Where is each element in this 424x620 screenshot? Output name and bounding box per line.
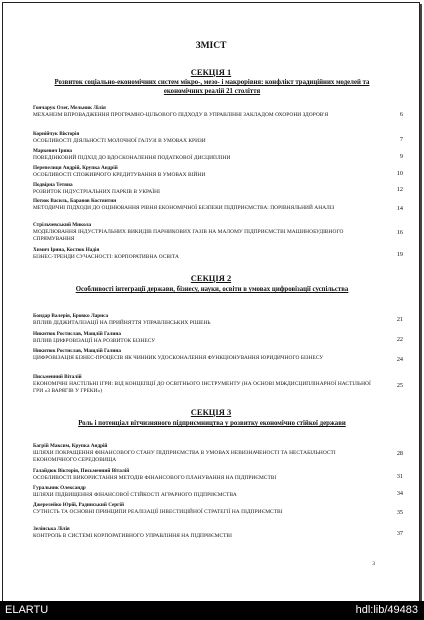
entry-title: ПОВЕДІНКОВИЙ ПІДХІД ДО ВДОСКОНАЛЕННЯ ПОДАТКОВОЇ ДИСЦИПЛІНИ [33,155,231,161]
toc-entry [33,105,403,119]
entry-page: 21 [396,316,403,323]
entry-authors: Корнійчук Вікторія [33,131,80,137]
toc-entry [33,374,403,395]
entry-page: 31 [396,473,403,480]
page-title: ЗМІСТ [195,41,227,51]
entry-title: ОСОБЛИВОСТІ ДІЯЛЬНОСТІ МОЛОЧНОЇ ГАЛУЗІ В УМОВАХ КРИЗИ [33,138,206,144]
entry-page: 10 [396,170,403,177]
entry-page: 28 [396,450,403,457]
toc-entry [33,485,403,499]
entry-title: ОСОБЛИВОСТІ ВИКОРИСТАННЯ МЕТОДІВ ФІНАНСОВОГО ПЛАНУВАННЯ НА ПІДПРИЄМСТВІ [33,475,277,481]
entry-title: СУТНІСТЬ ТА ОСНОВНІ ПРИНЦИПИ РЕАЛІЗАЦІЇ ІНВЕСТИЦІЙНОЇ СТРАТЕГІЇ НА ПІДПРИЄМСТВІ [33,509,283,515]
section-3-header: СЕКЦІЯ 3 [190,407,232,417]
section-1-title: Розвиток соціально-економічних систем мікро-, мезо- і макрорівня: конфлікт традиційних моделей та економічних реалій 21 століття [54,79,370,95]
page-number: 3 [372,561,375,567]
toc-entry [33,331,403,345]
entry-page: 22 [396,336,403,343]
entry-authors: Никитюк Ростислав, Мащлій Галина [33,348,121,354]
entry-authors: Бондар Валерія, Бровко Лариса [33,313,109,319]
repository-name: ELARTU [5,604,49,616]
repository-footer-bar [0,601,424,620]
entry-authors: Химич Ірина, Костюк Надія [33,247,100,253]
entry-title: ОСОБЛИВОСТІ СПОЖИВЧОГО КРЕДИТУВАННЯ В УМОВАХ ВІЙНИ [33,172,206,178]
entry-title: КОНТРОЛЬ В СИСТЕМІ КОРПОРАТИВНОГО УПРАВЛІННЯ НА ПІДПРИЄМСТВІ [33,533,232,539]
entry-page: 35 [396,509,403,516]
entry-authors: Перепелиця Андрій, Крупка Андрій [33,165,118,171]
entry-authors: Гончарук Олег, Мельник Лілія [33,105,106,111]
toc-entry [33,313,403,327]
section-2-title: Особливості інтеграції держави, бізнесу, науки, освіти в умовах цифровізації суспільства [75,286,349,293]
entry-page: 24 [396,356,403,363]
toc-entry [33,148,403,162]
entry-title: МОДЕЛЮВАННЯ ІНДУСТРІАЛЬНИХ ВИКИДІВ ПАРНИКОВИХ ГАЗІВ НА МАЛОМУ ПІДПРИЄМСТВІ МАШИНОБУДІВНОГО СПРЯМУВАННЯ [33,229,344,242]
section-3-title: Роль і потенціал вітчизняного підприємництва у розвитку економічно стійкої держави [78,420,346,427]
entry-title: ЕКОНОМІЧНІ НАСТІЛЬНІ ІГРИ: ВІД КОНЦЕПЦІЇ ДО ОСВІТНЬОГО ІНСТРУМЕНТУ (НА ОСНОВІ МІЖДИСЦИПЛІНАРНОЇ НАСТІЛЬНОЇ ГРИ «З ВАРЯГІВ У ГРЕКИ») [33,381,371,394]
entry-authors: Гуральник Олександр [33,485,86,491]
entry-title: ШЛЯХИ ПІДВИЩЕННЯ ФІНАНСОВОЇ СТІЙКОСТІ АГРАРНОГО ПІДПРИЄМСТВА [33,492,237,498]
entry-title: ЦИФРОВІЗАЦІЯ БІЗНЕС-ПРОЦЕСІВ ЯК ЧИННИК УДОСКОНАЛЕННЯ ФУНКЦІОНУВАННЯ ЮРИДИЧНОГО БІЗНЕСУ [33,355,324,361]
document-page [2,2,420,602]
section-1-header: СЕКЦІЯ 1 [190,67,232,77]
toc-entry [33,182,403,196]
toc-entry [33,247,403,261]
handle-identifier: hdl:lib/49483 [355,604,418,616]
toc-entry [33,526,403,540]
entry-title: МЕХАНІЗМ ВПРОВАДЖЕННЯ ПРОГРАМНО-ЦІЛЬОВОГО ПІДХОДУ В УПРАВЛІННІ ЗАКЛАДОМ ОХОРОНИ ЗДОРОВ'Я [33,112,329,118]
toc-entry [33,131,403,145]
entry-title: РОЗВИТОК ІНДУСТРІАЛЬНИХ ПАРКІВ В УКРАЇНІ [33,189,160,195]
entry-title: ВПЛИВ ЦИФРОВІЗАЦІЇ НА РОЗВИТОК БІЗНЕСУ [33,338,156,344]
entry-page: 16 [396,229,403,236]
toc-entry [33,468,403,482]
entry-authors: Багрій Максим, Крупка Андрій [33,443,108,449]
toc-entry [33,443,403,464]
entry-title: ШЛЯХИ ПОКРАЩЕННЯ ФІНАНСОВОГО СТАНУ ПІДПРИЄМСТВА В УМОВАХ НЕВИЗНАЧЕНОСТІ ТА НЕСТАБІЛЬНОСТІ ЕКОНОМІЧНОГО СЕРЕДОВИЩА [33,450,336,463]
section-2-header: СЕКЦІЯ 2 [190,273,232,283]
entry-authors: Подвірна Тетяна [33,182,73,188]
entry-authors: Никитюк Ростислав, Мащлій Галина [33,331,121,337]
entry-title: ВПЛИВ ДІДЖИТАЛІЗАЦІЇ НА ПРИЙНЯТТЯ УПРАВЛІНСЬКИХ РІШЕНЬ [33,320,211,326]
entry-authors: Потюк Василь, Баранов Костянтин [33,198,117,204]
entry-authors: Письменний Віталій [33,374,82,380]
entry-authors: Маркевич Ірина [33,148,73,154]
toc-entry [33,502,403,516]
entry-title: БІЗНЕС-ТРЕНДИ СУЧАСНОСТІ: КОРПОРАТИВНА ОСВІТА [33,254,179,260]
entry-page: 19 [396,251,403,258]
entry-page: 37 [396,530,403,537]
entry-page: 6 [399,111,403,118]
toc-entry [33,348,403,362]
toc-entry [33,198,403,212]
entry-authors: Галайдюк Вікторія, Письменний Віталій [33,468,130,474]
entry-authors: Стрільчевський Микола [33,222,92,228]
toc-entry [33,165,403,179]
entry-page: 25 [396,382,403,389]
entry-page: 7 [399,136,403,143]
entry-authors: Джерелейко Юрій, Радинський Сергій [33,502,124,508]
toc-entry [33,222,403,243]
entry-authors: Зелінська Лілія [33,526,70,532]
entry-title: МЕТОДИЧНІ ПІДХОДИ ДО ОЦІНЮВАННЯ РІВНЯ ЕКОНОМІЧНОЇ БЕЗПЕКИ ПІДПРИЄМСТВА: ПОРІВНЯЛЬНИЙ АНАЛІЗ [33,205,335,211]
entry-page: 9 [399,153,403,160]
entry-page: 12 [396,186,403,193]
entry-page: 14 [396,205,403,212]
entry-page: 34 [396,490,403,497]
